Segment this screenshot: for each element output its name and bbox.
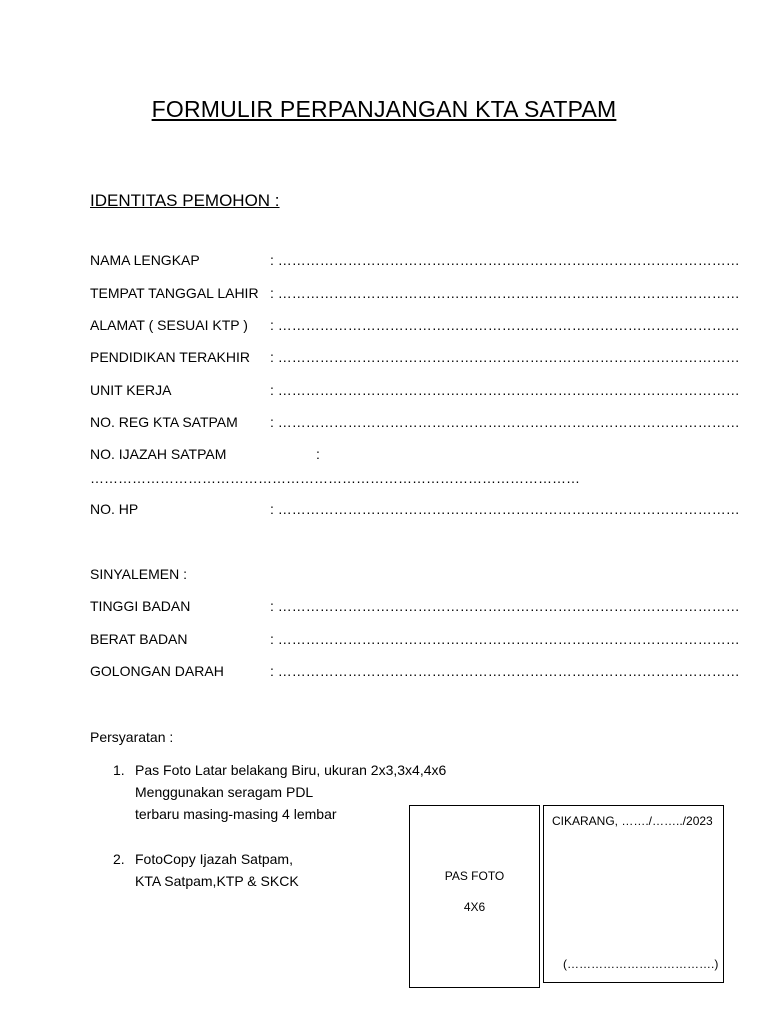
section-title-identity: IDENTITAS PEMOHON : xyxy=(90,191,280,210)
field-blank-full-name: : ……………………………………………………………………………………… xyxy=(270,252,740,268)
field-blank-blood-type: : ……………………………………………………………………………………… xyxy=(270,663,740,679)
field-blank-phone: : ……………………………………………………………………………………… xyxy=(270,501,740,517)
photo-box xyxy=(409,805,540,988)
requirement-line: terbaru masing-masing 4 lembar xyxy=(135,806,337,822)
form-title: FORMULIR PERPANJANGAN KTA SATPAM xyxy=(151,96,617,122)
signature-box xyxy=(543,805,724,983)
field-blank-birth-place-date: : ……………………………………………………………………………………… xyxy=(270,285,740,301)
field-blank-work-unit: : ……………………………………………………………………………………… xyxy=(270,382,740,398)
requirement-line: Pas Foto Latar belakang Biru, ukuran 2x3,3x4,4x6 xyxy=(135,762,447,778)
photo-box-label: PAS FOTO xyxy=(444,869,505,883)
requirement-line: FotoCopy Ijazah Satpam, xyxy=(135,851,293,867)
field-label-address: ALAMAT ( SESUAI KTP ) xyxy=(90,317,248,333)
field-blank-ijazah: …………………………………………………………………………………………… xyxy=(90,470,580,486)
field-label-education: PENDIDIKAN TERAKHIR xyxy=(90,349,250,365)
field-label-full-name: NAMA LENGKAP xyxy=(90,252,200,268)
field-blank-education: : ……………………………………………………………………………………… xyxy=(270,349,740,365)
field-label-kta-reg: NO. REG KTA SATPAM xyxy=(90,414,238,430)
field-blank-height: : ……………………………………………………………………………………… xyxy=(270,598,740,614)
field-blank-address: : ……………………………………………………………………………………… xyxy=(270,317,740,333)
photo-box-size: 4X6 xyxy=(463,900,486,914)
field-label-blood-type: GOLONGAN DARAH xyxy=(90,663,224,679)
field-label-height: TINGGI BADAN xyxy=(90,598,191,614)
requirement-line: KTA Satpam,KTP & SKCK xyxy=(135,873,299,889)
field-label-birth-place-date: TEMPAT TANGGAL LAHIR xyxy=(90,285,259,301)
requirement-number: 1. xyxy=(113,762,125,778)
field-label-weight: BERAT BADAN xyxy=(90,631,188,647)
requirements-heading: Persyaratan : xyxy=(90,729,174,745)
field-blank-kta-reg: : ……………………………………………………………………………………… xyxy=(270,414,740,430)
signature-line: (……………………………….) xyxy=(563,957,719,971)
field-colon-ijazah: : xyxy=(316,446,320,462)
field-label-ijazah: NO. IJAZAH SATPAM xyxy=(90,446,227,462)
section-title-signalement: SINYALEMEN : xyxy=(90,566,187,582)
field-label-work-unit: UNIT KERJA xyxy=(90,382,172,398)
requirement-number: 2. xyxy=(113,851,125,867)
field-label-phone: NO. HP xyxy=(90,501,139,517)
place-date-line: CIKARANG, ……./……../2023 xyxy=(552,814,713,828)
field-blank-weight: : ……………………………………………………………………………………… xyxy=(270,631,740,647)
requirement-line: Menggunakan seragam PDL xyxy=(135,784,314,800)
